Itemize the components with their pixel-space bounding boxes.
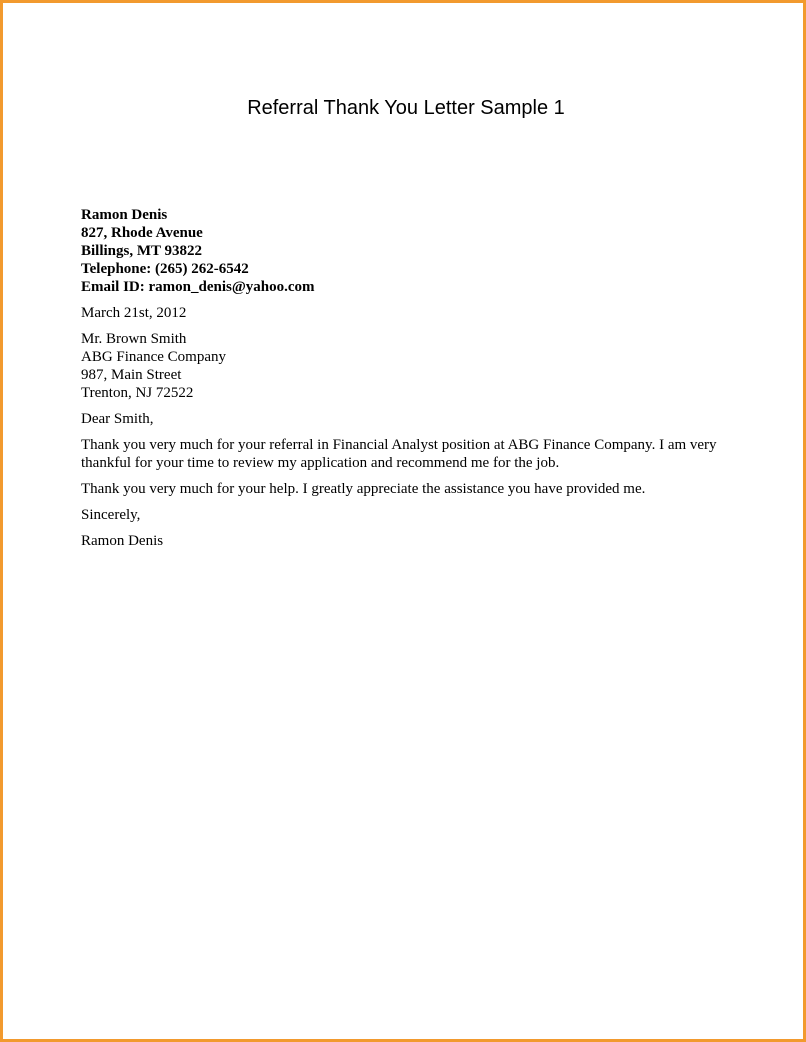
recipient-city: Trenton, NJ 72522 [81, 385, 194, 401]
closing: Sincerely, [81, 507, 141, 523]
salutation: Dear Smith, [81, 411, 154, 427]
letter-date: March 21st, 2012 [81, 305, 187, 321]
body-paragraph: Thank you very much for your help. I greatly appreciate the assistance you have provided me. [81, 481, 646, 497]
letter-body [81, 206, 741, 550]
closing-block [81, 506, 741, 524]
salutation-block [81, 410, 741, 428]
date-block [81, 304, 741, 322]
recipient-street: 987, Main Street [81, 367, 182, 383]
body-paragraph: Thank you very much for your referral in Financial Analyst position at ABG Finance Company. I am very thankful for your time to review my application and recommend me for the job. [81, 437, 717, 471]
recipient-name: Mr. Brown Smith [81, 331, 187, 347]
sender-street: 827, Rhode Avenue [81, 225, 203, 241]
recipient-address-block [81, 330, 741, 402]
sender-email: Email ID: ramon_denis@yahoo.com [81, 279, 315, 295]
document-title: Referral Thank You Letter Sample 1 [247, 97, 565, 119]
sender-telephone: Telephone: (265) 262-6542 [81, 261, 249, 277]
sender-city: Billings, MT 93822 [81, 243, 202, 259]
body-paragraph-2 [81, 480, 741, 498]
signature-name: Ramon Denis [81, 533, 164, 549]
signature-block [81, 532, 741, 550]
sender-name: Ramon Denis [81, 207, 168, 223]
recipient-company: ABG Finance Company [81, 349, 226, 365]
body-paragraph-1 [81, 436, 741, 472]
sender-address-block [81, 206, 741, 296]
